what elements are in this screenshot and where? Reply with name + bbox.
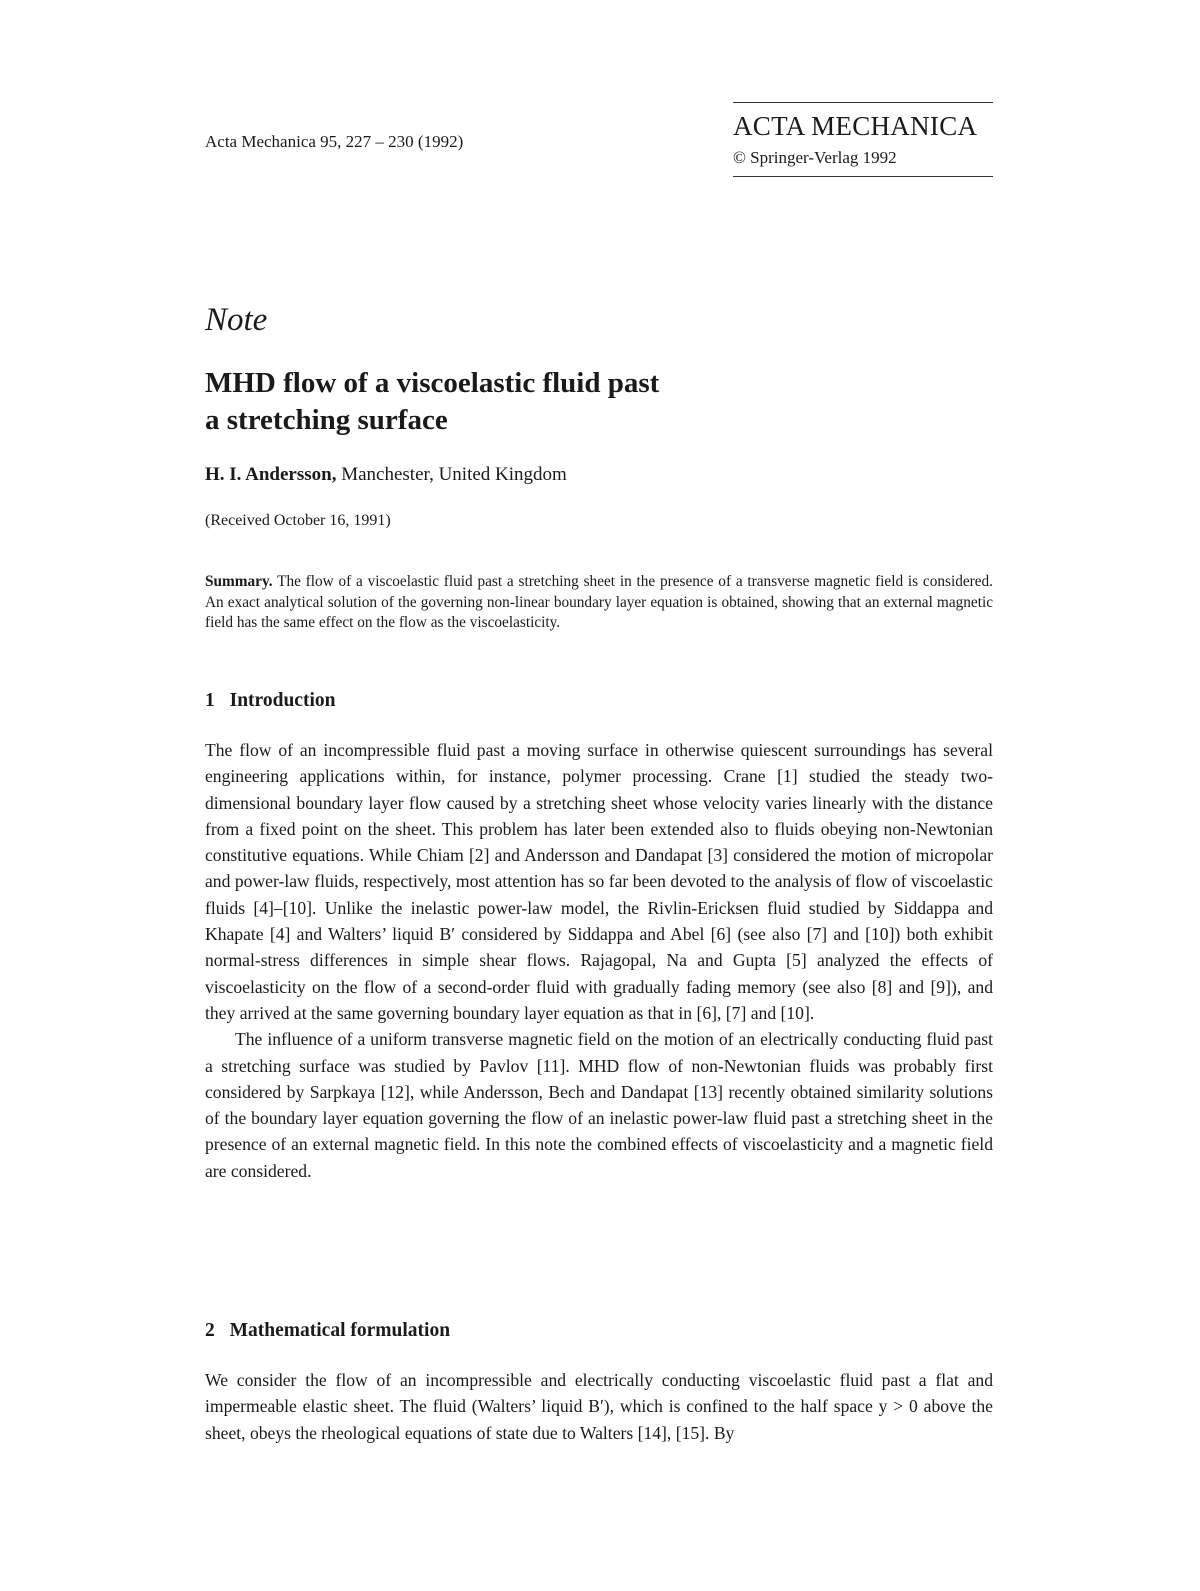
journal-name: ACTA MECHANICA: [733, 111, 978, 141]
journal-citation: Acta Mechanica 95, 227 – 230 (1992): [205, 132, 464, 151]
section-heading-introduction: [205, 690, 335, 712]
author-location: Manchester, United Kingdom: [341, 464, 567, 485]
section-title: Mathematical formulation: [229, 1320, 451, 1341]
publisher-copyright: © Springer-Verlag 1992: [733, 148, 897, 167]
section-body-introduction: [205, 737, 993, 1184]
summary-label: Summary.: [205, 573, 273, 590]
article-type-label: Note: [205, 302, 268, 338]
title-line-1: MHD flow of a viscoelastic fluid past: [205, 367, 660, 399]
section-number: 1: [205, 690, 215, 711]
paragraph: The flow of an incompressible fluid past a moving surface in otherwise quiescent surroundings has several engineering applications within, for instance, polymer processing. Crane [1] studied the steady two-dimensional boundary layer flow caused by a stretching sheet whose velocity varies linearly with the distance from a fixed point on the sheet. This problem has later been extended also to fluids obeying non-Newtonian constitutive equations. While Chiam [2] and Andersson and Dandapat [3] considered the motion of micropolar and power-law fluids, respectively, most attention has so far been devoted to the analysis of flow of viscoelastic fluids [4]–[10]. Unlike the inelastic power-law model, the Rivlin-Ericksen fluid studied by Siddappa and Khapate [4] and Walters’ liquid B′ considered by Siddappa and Abel [6] (see also [7] and [10]) both exhibit normal-stress differences in simple shear flows. Rajagopal, Na and Gupta [5] analyzed the effects of viscoelasticity on the flow of a second-order fluid with gradually fading memory (see also [8] and [9]), and they arrived at the same governing boundary layer equation as that in [6], [7] and [10].: [205, 740, 993, 1023]
article-title: [205, 365, 905, 439]
summary: [205, 572, 993, 634]
section-heading-formulation: [205, 1320, 450, 1342]
journal-masthead: [733, 102, 993, 177]
author-name: H. I. Andersson,: [205, 464, 337, 485]
section-body-formulation: [205, 1367, 993, 1446]
author-line: [205, 464, 567, 486]
masthead-top-rule: [733, 102, 993, 103]
paragraph: The influence of a uniform transverse magnetic field on the motion of an electrically conducting fluid past a stretching surface was studied by Pavlov [11]. MHD flow of non-Newtonian fluids was probably first considered by Sarpkaya [12], while Andersson, Bech and Dandapat [13] recently obtained similarity solutions of the boundary layer equation governing the flow of an inelastic power-law fluid past a stretching sheet in the presence of an external magnetic field. In this note the combined effects of viscoelasticity and a magnetic field are considered.: [205, 1029, 993, 1181]
summary-text: The flow of a viscoelastic fluid past a stretching sheet in the presence of a transverse magnetic field is considered. An exact analytical solution of the governing non-linear boundary layer equation is obtained, showing that an external magnetic field has the same effect on the flow as the viscoelasticity.: [205, 573, 993, 631]
paragraph: We consider the flow of an incompressible and electrically conducting viscoelastic fluid past a flat and impermeable elastic sheet. The fluid (Walters’ liquid B′), which is confined to the half space y > 0 above the sheet, obeys the rheological equations of state due to Walters [14], [15]. By: [205, 1370, 993, 1443]
section-title: Introduction: [229, 690, 336, 711]
received-date: (Received October 16, 1991): [205, 512, 391, 529]
title-line-2: a stretching surface: [205, 404, 448, 436]
masthead-bottom-rule: [733, 176, 993, 177]
section-number: 2: [205, 1320, 215, 1341]
